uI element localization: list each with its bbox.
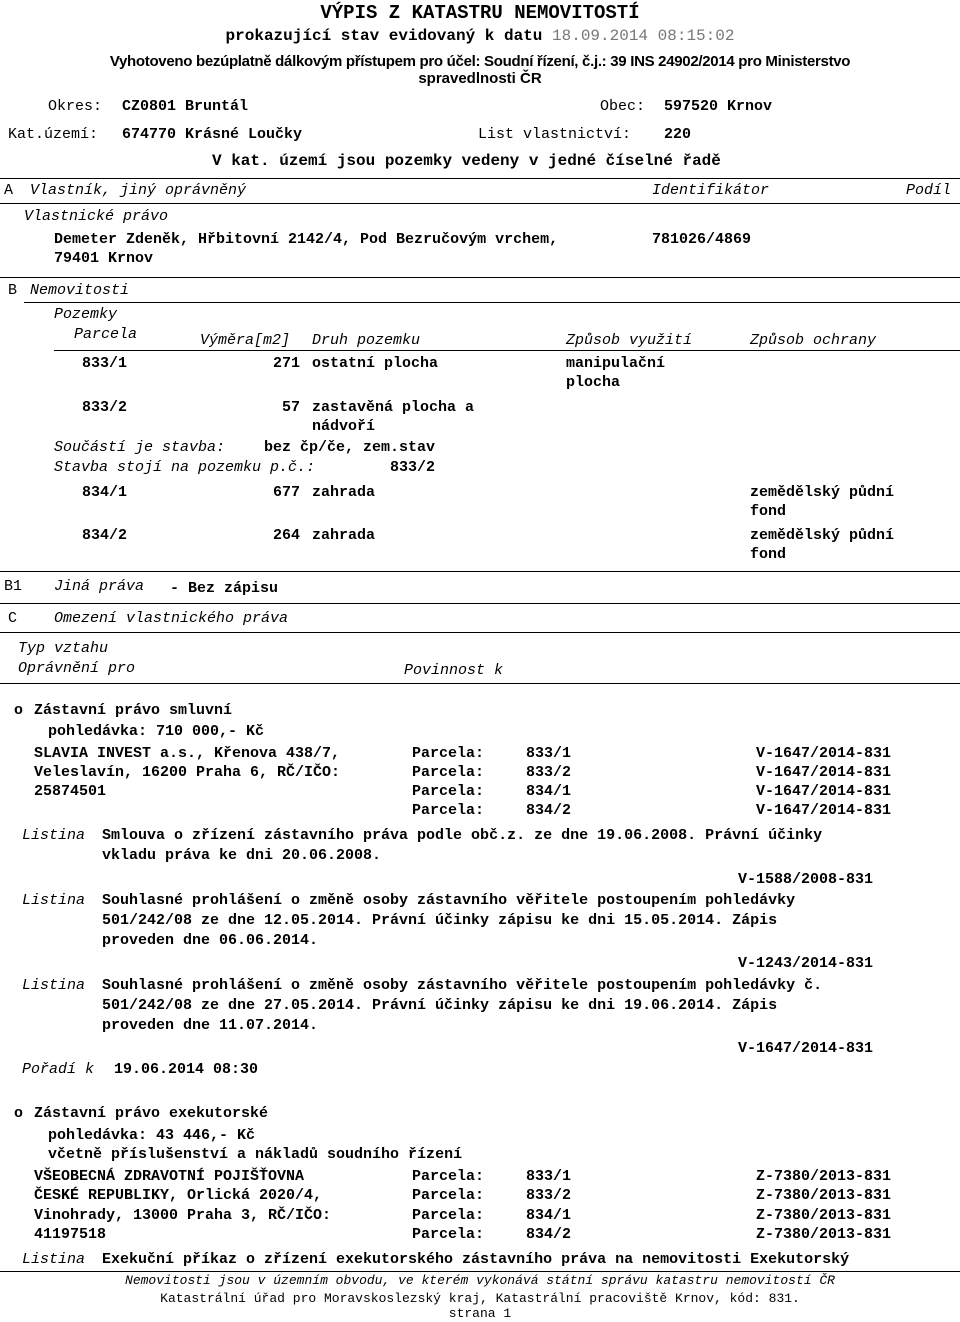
- parcel-type: ostatní plocha: [312, 355, 439, 372]
- parcel-type: zahrada: [312, 527, 376, 544]
- col-vymera: Výměra[m2]: [200, 332, 291, 349]
- listina-text: Souhlasné prohlášení o změně osoby zástavního věřitele postoupením pohledávky č.: [102, 977, 823, 994]
- owner-identifier: 781026/4869: [652, 231, 752, 248]
- creditor-line: 41197518: [34, 1226, 107, 1243]
- parcel-ref-number: 834/2: [526, 1226, 572, 1243]
- entry-claim-note: včetně příslušenství a nákladů soudního řízení: [48, 1146, 463, 1163]
- section-a-title: Vlastník, jiný oprávněný: [30, 182, 247, 199]
- divider: [54, 350, 960, 351]
- col-druh: Druh pozemku: [312, 332, 421, 349]
- stavba-value: 833/2: [390, 459, 436, 476]
- entry-title: Zástavní právo smluvní: [34, 702, 233, 719]
- katuzemi-value: 674770 Krásné Loučky: [122, 126, 303, 143]
- parcel-number: 833/2: [82, 399, 128, 416]
- owner-line-2: 79401 Krnov: [54, 250, 154, 267]
- divider: [0, 571, 960, 572]
- section-a-letter: A: [4, 182, 14, 199]
- listina-text: 501/242/08 ze dne 27.05.2014. Právní účinky zápisu ke dni 19.06.2014. Zápis: [102, 997, 778, 1014]
- parcel-ref-code: V-1647/2014-831: [756, 745, 892, 762]
- parcel-protection-cont: fond: [750, 503, 787, 520]
- parcel-area: 264: [272, 527, 300, 544]
- divider: [0, 603, 960, 604]
- entry-claim: pohledávka: 710 000,- Kč: [48, 723, 265, 740]
- subtitle-label: prokazující stav evidovaný k datu: [225, 27, 543, 45]
- entry-bullet: o: [14, 702, 24, 719]
- divider: [0, 683, 960, 684]
- parcel-ref-number: 834/1: [526, 1207, 572, 1224]
- subtitle-date: 18.09.2014 08:15:02: [552, 27, 735, 45]
- parcel-ref-code: V-1647/2014-831: [756, 764, 892, 781]
- listina-ref: V-1243/2014-831: [738, 955, 874, 972]
- parcel-ref-code: Z-7380/2013-831: [756, 1187, 892, 1204]
- parcel-type: zastavěná plocha a: [312, 399, 475, 416]
- footer-line-1: Nemovitosti jsou v územním obvodu, ve kterém vykonává státní správu katastru nemovitostí ČR: [125, 1273, 835, 1288]
- parcel-ref-label: Parcela:: [412, 745, 485, 762]
- list-value: 220: [664, 126, 692, 143]
- obec-label: Obec:: [600, 98, 646, 115]
- listina-text: Smlouva o zřízení zástavního práva podle obč.z. ze dne 19.06.2008. Právní účinky: [102, 827, 823, 844]
- creditor-line: 25874501: [34, 783, 107, 800]
- parcel-ref-label: Parcela:: [412, 802, 485, 819]
- parcel-type-cont: nádvoří: [312, 418, 376, 435]
- parcel-area: 677: [272, 484, 300, 501]
- parcel-usage-cont: plocha: [566, 374, 621, 391]
- parcel-ref-number: 833/2: [526, 764, 572, 781]
- list-label: List vlastnictví:: [478, 126, 632, 143]
- col-povinnost: Povinnost k: [404, 662, 504, 679]
- entry-title: Zástavní právo exekutorské: [34, 1105, 269, 1122]
- obec-value: 597520 Krnov: [664, 98, 773, 115]
- section-b-title: Nemovitosti: [30, 282, 130, 299]
- soucasti-label: Součástí je stavba:: [54, 439, 226, 456]
- section-b-letter: B: [8, 282, 18, 299]
- parcel-ref-code: Z-7380/2013-831: [756, 1207, 892, 1224]
- parcel-protection: zemědělský půdní: [750, 527, 895, 544]
- katuzemi-label: Kat.území:: [8, 126, 99, 143]
- owner-line-1: Demeter Zdeněk, Hřbitovní 2142/4, Pod Bezručovým vrchem,: [54, 231, 559, 248]
- stavba-label: Stavba stojí na pozemku p.č.:: [54, 459, 316, 476]
- parcel-ref-number: 833/1: [526, 745, 572, 762]
- creditor-line: VŠEOBECNÁ ZDRAVOTNÍ POJIŠŤOVNA: [34, 1168, 305, 1185]
- purpose-line-1: Vyhotoveno bezúplatně dálkovým přístupem pro účel: Soudní řízení, č.j.: 39 INS 24902/2014 pro Ministerstvo: [109, 53, 851, 70]
- listina-text: 501/242/08 ze dne 12.05.2014. Právní účinky zápisu ke dni 15.05.2014. Zápis: [102, 912, 778, 929]
- listina-label: Listina: [22, 827, 86, 844]
- listina-text: vkladu práva ke dni 20.06.2008.: [102, 847, 382, 864]
- entry-bullet: o: [14, 1105, 24, 1122]
- ownership-right-label: Vlastnické právo: [24, 208, 169, 225]
- section-b1-letter: B1: [4, 578, 23, 595]
- listina-text: proveden dne 06.06.2014.: [102, 932, 319, 949]
- col-parcela: Parcela: [74, 326, 138, 343]
- entry-claim: pohledávka: 43 446,- Kč: [48, 1127, 256, 1144]
- listina-text: Exekuční příkaz o zřízení exekutorského zástavního práva na nemovitosti Exekutorský: [102, 1251, 850, 1268]
- poradi-value: 19.06.2014 08:30: [114, 1061, 259, 1078]
- footer-line-2: Katastrální úřad pro Moravskoslezský kraj, Katastrální pracoviště Krnov, kód: 831.: [160, 1291, 800, 1306]
- parcel-area: 57: [281, 399, 300, 416]
- parcel-number: 833/1: [82, 355, 128, 372]
- creditor-line: Vinohrady, 13000 Praha 3, RČ/IČO:: [34, 1207, 332, 1224]
- page-number: strana 1: [448, 1306, 512, 1321]
- parcel-usage: manipulační: [566, 355, 666, 372]
- section-c-letter: C: [8, 610, 18, 627]
- section-b1-value: - Bez zápisu: [170, 580, 279, 597]
- parcel-ref-label: Parcela:: [412, 1226, 485, 1243]
- parcel-ref-number: 833/2: [526, 1187, 572, 1204]
- parcel-ref-number: 833/1: [526, 1168, 572, 1185]
- divider: [0, 632, 960, 633]
- parcel-ref-code: Z-7380/2013-831: [756, 1226, 892, 1243]
- soucasti-value: bez čp/če, zem.stav: [264, 439, 436, 456]
- poradi-label: Pořadí k: [22, 1061, 95, 1078]
- col-opravneni: Oprávnění pro: [18, 660, 136, 677]
- parcel-ref-code: V-1647/2014-831: [756, 783, 892, 800]
- parcel-protection: zemědělský půdní: [750, 484, 895, 501]
- creditor-line: ČESKÉ REPUBLIKY, Orlická 2020/4,: [34, 1187, 323, 1204]
- section-b1-title: Jiná práva: [54, 578, 145, 595]
- col-ochrana: Způsob ochrany: [750, 332, 877, 349]
- parcel-ref-number: 834/1: [526, 783, 572, 800]
- col-vyuziti: Způsob využití: [566, 332, 693, 349]
- okres-label: Okres:: [48, 98, 103, 115]
- parcel-area: 271: [272, 355, 300, 372]
- parcel-number: 834/2: [82, 527, 128, 544]
- listina-text: Souhlasné prohlášení o změně osoby zástavního věřitele postoupením pohledávky: [102, 892, 796, 909]
- listina-label: Listina: [22, 892, 86, 909]
- parcel-ref-label: Parcela:: [412, 1207, 485, 1224]
- numbering-note: V kat. území jsou pozemky vedeny v jedné číselné řadě: [212, 152, 721, 170]
- parcel-type: zahrada: [312, 484, 376, 501]
- divider: [24, 302, 960, 303]
- listina-ref: V-1647/2014-831: [738, 1040, 874, 1057]
- parcel-ref-code: Z-7380/2013-831: [756, 1168, 892, 1185]
- parcel-number: 834/1: [82, 484, 128, 501]
- creditor-line: Veleslavín, 16200 Praha 6, RČ/IČO:: [34, 764, 341, 781]
- divider: [0, 203, 960, 204]
- col-typ-vztahu: Typ vztahu: [18, 640, 109, 657]
- parcel-ref-label: Parcela:: [412, 1187, 485, 1204]
- section-c-title: Omezení vlastnického práva: [54, 610, 289, 627]
- listina-ref: V-1588/2008-831: [738, 871, 874, 888]
- purpose-line-2: spravedlnosti ČR: [418, 70, 542, 87]
- divider: [0, 277, 960, 278]
- okres-value: CZ0801 Bruntál: [122, 98, 249, 115]
- page-subtitle: [0, 27, 960, 46]
- parcel-ref-label: Parcela:: [412, 764, 485, 781]
- parcel-ref-label: Parcela:: [412, 783, 485, 800]
- parcel-protection-cont: fond: [750, 546, 787, 563]
- col-share: Podíl: [906, 182, 952, 199]
- pozemky-label: Pozemky: [54, 306, 118, 323]
- listina-text: proveden dne 11.07.2014.: [102, 1017, 319, 1034]
- listina-label: Listina: [22, 1251, 86, 1268]
- parcel-ref-code: V-1647/2014-831: [756, 802, 892, 819]
- page-title: VÝPIS Z KATASTRU NEMOVITOSTÍ: [320, 2, 640, 24]
- listina-label: Listina: [22, 977, 86, 994]
- parcel-ref-number: 834/2: [526, 802, 572, 819]
- divider: [0, 178, 960, 179]
- col-identifier: Identifikátor: [652, 182, 770, 199]
- creditor-line: SLAVIA INVEST a.s., Křenova 438/7,: [34, 745, 341, 762]
- parcel-ref-label: Parcela:: [412, 1168, 485, 1185]
